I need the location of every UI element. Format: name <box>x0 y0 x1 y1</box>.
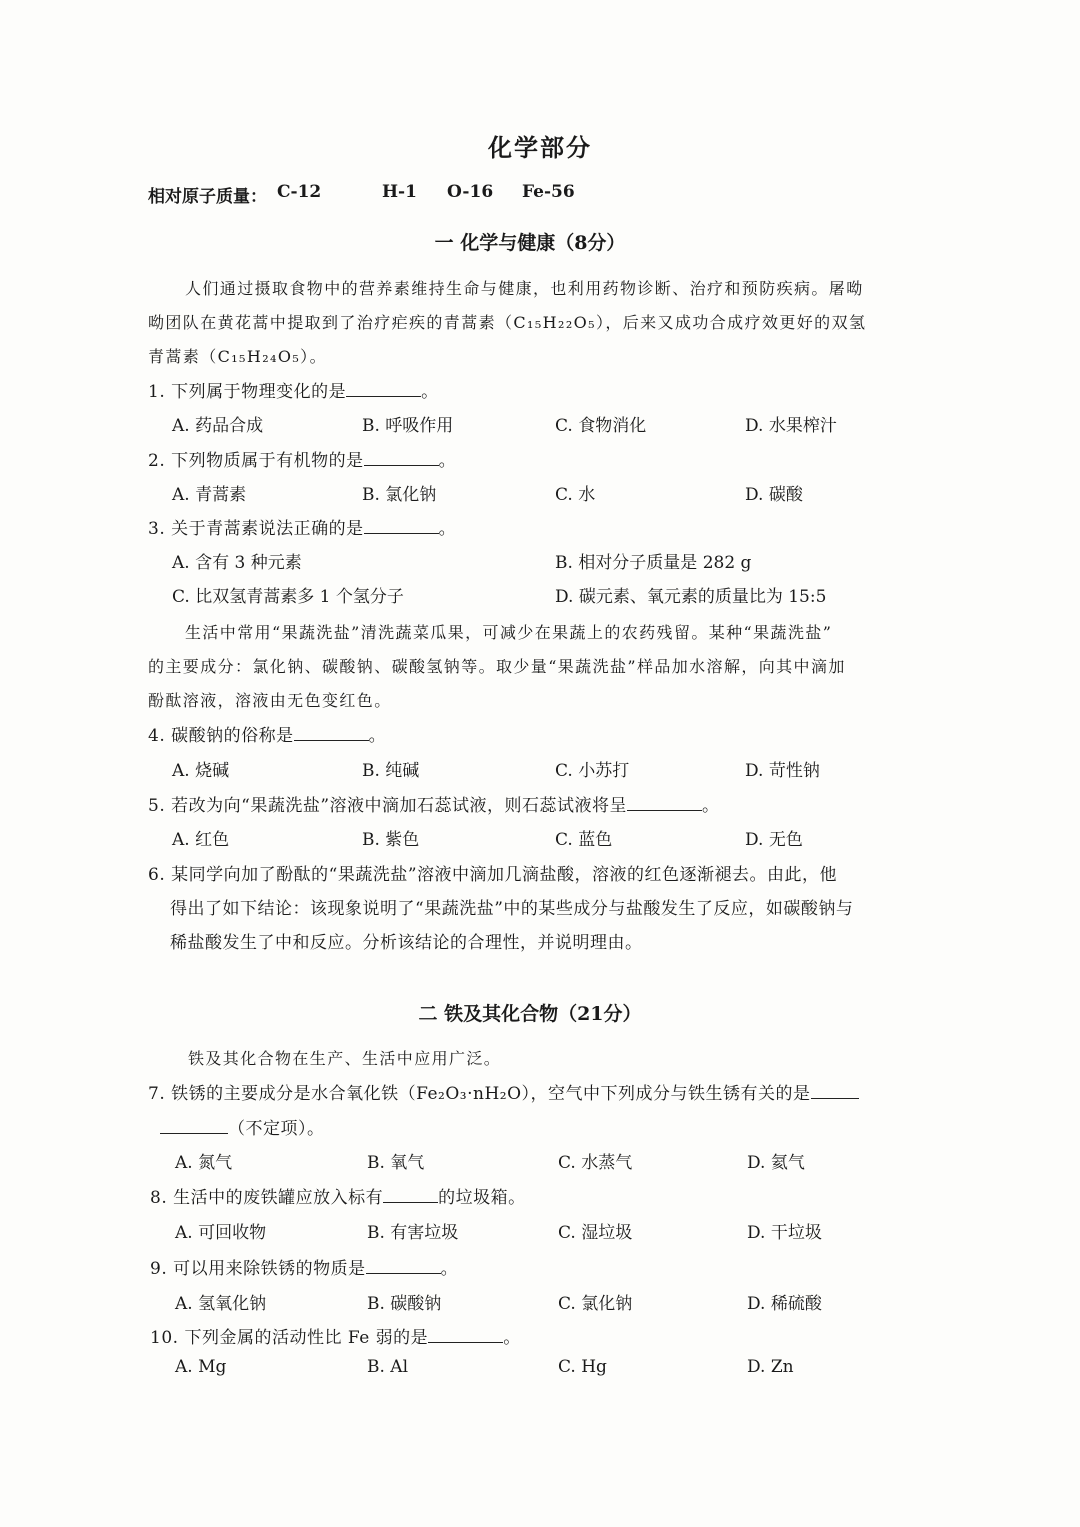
q4-option-b[interactable]: B. 纯碱 <box>362 761 420 781</box>
question-9-options <box>0 1287 1080 1321</box>
q4-option-d[interactable]: D. 苛性钠 <box>745 761 820 781</box>
answer-blank-2[interactable] <box>364 447 439 466</box>
q9-option-d[interactable]: D. 稀硫酸 <box>747 1294 822 1314</box>
q7-option-b[interactable]: B. 氧气 <box>367 1153 425 1173</box>
intro-line-2: 呦团队在黄花蒿中提取到了治疗疟疾的青蒿素（C₁₅H₂₂O₅），后来又成功合成疗效更好的双氢 <box>148 313 867 332</box>
question-1-options <box>0 409 1080 443</box>
atomic-mass-h: H-1 <box>382 182 417 202</box>
question-8 <box>150 1181 526 1215</box>
question-4-stem: 4. 碳酸钠的俗称是 <box>148 726 294 746</box>
section-2-heading: 二 铁及其化合物（21分） <box>418 1003 642 1025</box>
q1-option-d[interactable]: D. 水果榨汁 <box>745 416 837 436</box>
question-9 <box>150 1252 458 1286</box>
q3-option-b[interactable]: B. 相对分子质量是 282 g <box>555 553 752 573</box>
q10-option-b[interactable]: B. Al <box>367 1357 409 1377</box>
atomic-mass-label: 相对原子质量： <box>148 187 267 207</box>
question-7-options <box>0 1146 1080 1180</box>
question-9-stem: 9. 可以用来除铁锈的物质是 <box>150 1259 366 1279</box>
question-3-options-row1 <box>0 546 1080 580</box>
question-3 <box>148 512 456 546</box>
answer-blank-7a[interactable] <box>811 1080 859 1099</box>
q10-option-a[interactable]: A. Mg <box>175 1357 227 1377</box>
q9-option-c[interactable]: C. 氯化钠 <box>558 1294 633 1314</box>
q1-option-b[interactable]: B. 呼吸作用 <box>362 416 454 436</box>
q9-option-a[interactable]: A. 氢氧化钠 <box>175 1294 267 1314</box>
question-8-stem: 8. 生活中的废铁罐应放入标有 <box>150 1188 384 1208</box>
question-3-stem: 3. 关于青蒿素说法正确的是 <box>148 519 364 539</box>
question-7-suffix: （不定项）。 <box>228 1119 325 1139</box>
answer-blank-10[interactable] <box>428 1324 503 1343</box>
intro-line-3: 青蒿素（C₁₅H₂₄O₅）。 <box>148 347 327 366</box>
answer-blank-8[interactable] <box>383 1184 438 1203</box>
atomic-mass-line <box>148 182 575 207</box>
question-6-line-1: 6. 某同学向加了酚酞的“果蔬洗盐”溶液中滴加几滴盐酸，溶液的红色逐渐褪去。由此，他 <box>148 865 838 885</box>
question-5-options <box>0 823 1080 857</box>
q8-option-b[interactable]: B. 有害垃圾 <box>367 1223 459 1243</box>
question-4-end: 。 <box>368 726 387 746</box>
question-6-line-2: 得出了如下结论：该现象说明了“果蔬洗盐”中的某些成分与盐酸发生了反应，如碳酸钠与 <box>170 899 854 919</box>
q1-option-a[interactable]: A. 药品合成 <box>172 416 264 436</box>
q5-option-d[interactable]: D. 无色 <box>745 830 803 850</box>
question-2-stem: 2. 下列物质属于有机物的是 <box>148 451 364 471</box>
q7-option-a[interactable]: A. 氮气 <box>175 1153 233 1173</box>
question-10-options <box>0 1350 1080 1384</box>
answer-blank-5[interactable] <box>627 792 702 811</box>
q3-option-a[interactable]: A. 含有 3 种元素 <box>172 553 302 573</box>
q8-option-d[interactable]: D. 干垃圾 <box>747 1223 822 1243</box>
question-9-end: 。 <box>440 1259 459 1279</box>
intro2-line-2: 的主要成分：氯化钠、碳酸钠、碳酸氢钠等。取少量“果蔬洗盐”样品加水溶解，向其中滴加 <box>148 657 846 676</box>
question-5-end: 。 <box>702 796 720 816</box>
page-title: 化学部分 <box>488 133 592 162</box>
q4-option-a[interactable]: A. 烧碱 <box>172 761 230 781</box>
q7-option-c[interactable]: C. 水蒸气 <box>558 1153 633 1173</box>
q3-option-c[interactable]: C. 比双氢青蒿素多 1 个氢分子 <box>172 587 404 607</box>
q4-option-c[interactable]: C. 小苏打 <box>555 761 630 781</box>
question-8-options <box>0 1216 1080 1250</box>
question-8-end: 的垃圾箱。 <box>438 1188 526 1208</box>
q8-option-a[interactable]: A. 可回收物 <box>175 1223 267 1243</box>
q9-option-b[interactable]: B. 碳酸钠 <box>367 1294 442 1314</box>
question-7-line-2 <box>160 1112 325 1146</box>
question-1-end: 。 <box>421 382 439 402</box>
intro2-line-1: 生活中常用“果蔬洗盐”清洗蔬菜瓜果，可减少在果蔬上的农药残留。某种“果蔬洗盐” <box>185 623 833 642</box>
answer-blank-7b[interactable] <box>160 1115 228 1134</box>
q2-option-a[interactable]: A. 青蒿素 <box>172 485 247 505</box>
question-2 <box>148 444 456 478</box>
question-1 <box>148 375 439 409</box>
q7-option-d[interactable]: D. 氦气 <box>747 1153 805 1173</box>
section-2-intro: 铁及其化合物在生产、生活中应用广泛。 <box>188 1049 502 1068</box>
question-4-options <box>0 754 1080 788</box>
answer-blank-4[interactable] <box>294 722 369 741</box>
q5-option-a[interactable]: A. 红色 <box>172 830 230 850</box>
answer-blank-9[interactable] <box>366 1255 441 1274</box>
q1-option-c[interactable]: C. 食物消化 <box>555 416 647 436</box>
q2-option-b[interactable]: B. 氯化钠 <box>362 485 437 505</box>
q5-option-b[interactable]: B. 紫色 <box>362 830 420 850</box>
q10-option-c[interactable]: C. Hg <box>558 1357 607 1377</box>
atomic-mass-o: O-16 <box>447 182 494 202</box>
question-1-stem: 1. 下列属于物理变化的是 <box>148 382 347 402</box>
q8-option-c[interactable]: C. 湿垃圾 <box>558 1223 633 1243</box>
question-5 <box>148 789 720 823</box>
question-3-options-row2 <box>0 580 1080 614</box>
answer-blank-3[interactable] <box>364 515 439 534</box>
question-10-stem: 10. 下列金属的活动性比 Fe 弱的是 <box>150 1328 429 1348</box>
question-7-stem: 7. 铁锈的主要成分是水合氧化铁（Fe₂O₃·nH₂O），空气中下列成分与铁生锈有关的是 <box>148 1084 811 1104</box>
answer-blank-1[interactable] <box>346 378 421 397</box>
q3-option-d[interactable]: D. 碳元素、氧元素的质量比为 15:5 <box>555 587 827 607</box>
q10-option-d[interactable]: D. Zn <box>747 1357 794 1377</box>
q5-option-c[interactable]: C. 蓝色 <box>555 830 613 850</box>
atomic-mass-fe: Fe-56 <box>522 182 575 202</box>
q2-option-d[interactable]: D. 碳酸 <box>745 485 803 505</box>
question-4 <box>148 719 386 753</box>
atomic-mass-c: C-12 <box>277 182 322 202</box>
question-5-stem: 5. 若改为向“果蔬洗盐”溶液中滴加石蕊试液，则石蕊试液将呈 <box>148 796 628 816</box>
question-2-end: 。 <box>438 451 457 471</box>
intro-line-1: 人们通过摄取食物中的营养素维持生命与健康，也利用药物诊断、治疗和预防疾病。屠呦 <box>185 279 864 298</box>
question-7 <box>148 1077 859 1111</box>
question-6-line-3: 稀盐酸发生了中和反应。分析该结论的合理性，并说明理由。 <box>170 933 643 953</box>
q2-option-c[interactable]: C. 水 <box>555 485 596 505</box>
question-2-options <box>0 478 1080 512</box>
question-3-end: 。 <box>438 519 457 539</box>
section-1-heading: 一 化学与健康（8分） <box>434 232 626 254</box>
question-10-end: 。 <box>503 1328 521 1348</box>
intro2-line-3: 酚酞溶液，溶液由无色变红色。 <box>148 691 392 710</box>
